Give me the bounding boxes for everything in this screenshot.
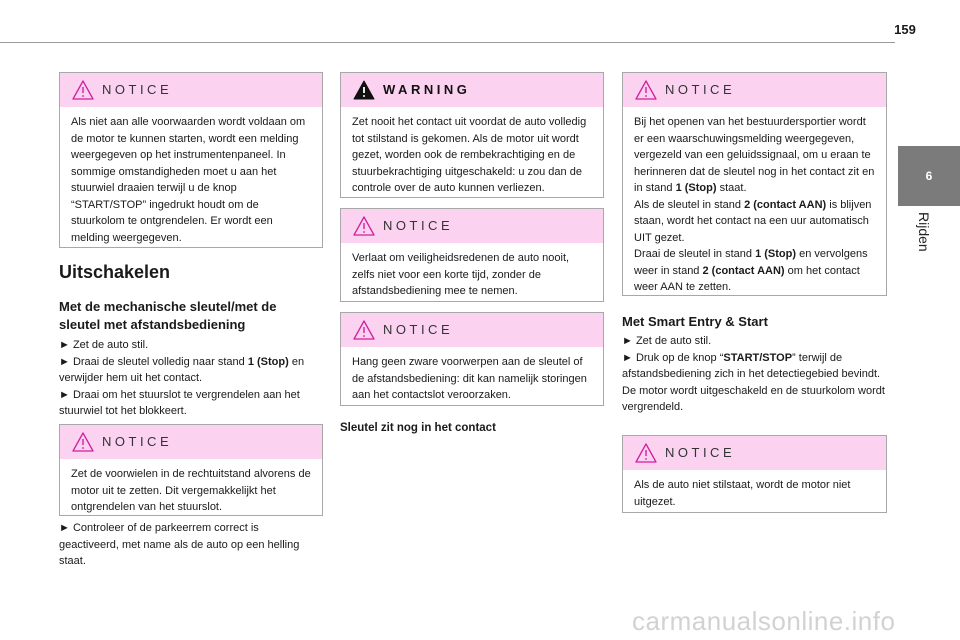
step-2-text: ► Draai de sleutel volledig naar stand: [59, 355, 248, 368]
step-2-text-end: en verwijder hem uit het contact.: [59, 355, 305, 384]
notice-header: [60, 73, 322, 107]
section-heading: Uitschakelen: [59, 262, 171, 282]
notice-text: Als niet aan alle voorwaarden wordt voldaan om de motor te kunnen starten, wordt een melding weergegeven op het instrumentenpaneel. In sommige omstandigheden moet u aan het stuurwiel draaien terwijl u de knop “START/STOP” ingedrukt houdt om de stuurkolom te ontgrendelen. Er wordt een melding weergegeven.: [71, 116, 306, 244]
smart-entry-steps: [622, 333, 885, 416]
watermark: carmanualsonline.info: [632, 606, 896, 636]
notice-header: [60, 425, 322, 459]
notice-title: NOTICE: [665, 445, 736, 460]
smart-step-3: De motor wordt uitgeschakeld en de stuurkolom wordt vergrendeld.: [622, 384, 885, 413]
notice-para-2: [634, 197, 875, 247]
notice-para-3-text: Draai de sleutel in stand: [634, 248, 756, 260]
key-in-ignition-heading: Sleutel zit nog in het contact: [340, 422, 496, 434]
notice-icon: [635, 80, 657, 100]
notice-para-3: [634, 246, 875, 296]
notice-title: NOTICE: [665, 82, 736, 97]
notice-box-key-reminder: [622, 72, 887, 296]
notice-icon: [72, 80, 94, 100]
notice-para-1-text: Bij het openen van het bestuurdersportier wordt er een waarschuwingsmelding weergegeven, vergezeld van een geluidssignaal, om u eraan te herinneren dat de sleutel nog in het contact zit en in stand: [634, 116, 875, 194]
notice-para-2-end: is blijven staan, wordt het contact na een uur automatisch UIT gezet.: [634, 198, 872, 244]
notice-box-heavy-objects: [340, 312, 604, 406]
notice-box-conditions: [59, 72, 323, 248]
chapter-tab[interactable]: 6: [898, 146, 960, 206]
step-2-bold: 1 (Stop): [247, 355, 289, 368]
notice-text: Hang geen zware voorwerpen aan de sleutel of de afstandsbediening: dit kan namelijk storingen aan het contactslot veroorzaken.: [352, 356, 587, 401]
notice-box-not-stationary: [622, 435, 887, 513]
smart-step-1: ► Zet de auto stil.: [622, 335, 712, 347]
notice-title: NOTICE: [102, 82, 173, 97]
step-2: [59, 354, 321, 387]
notice-para-3-bold-2: 2 (contact AAN): [702, 264, 785, 277]
notice-header: [341, 313, 603, 347]
notice-header: [341, 209, 603, 243]
chapter-label: [898, 212, 960, 272]
notice-para-1-bold: 1 (Stop): [675, 182, 717, 194]
warning-header: [341, 73, 603, 107]
notice-text: Als de auto niet stilstaat, wordt de motor niet uitgezet.: [634, 479, 851, 508]
subsection-heading: Met de mechanische sleutel/met de sleutel met afstandsbediening: [59, 299, 277, 332]
notice-header: [623, 436, 886, 470]
notice-title: NOTICE: [102, 434, 173, 449]
notice-text: [623, 107, 886, 305]
header-divider: [0, 42, 895, 43]
notice-text: Verlaat om veiligheidsredenen de auto nooit, zelfs niet voor een korte tijd, zonder de afstandsbediening mee te nemen.: [352, 252, 570, 297]
step-1: ► Zet de auto stil.: [59, 339, 149, 351]
warning-title: WARNING: [383, 82, 471, 97]
notice-icon: [635, 443, 657, 463]
notice-para-3-end: om het contact weer AAN te zetten.: [634, 264, 860, 293]
step-3: ► Draai om het stuurslot te vergrendelen aan het stuurwiel tot het blokkeert.: [59, 388, 300, 417]
notice-para-2-bold: 2 (contact AAN): [744, 198, 827, 211]
warning-box-ignition: [340, 72, 604, 198]
notice-title: NOTICE: [383, 322, 454, 337]
notice-box-wheels: [59, 424, 323, 516]
warning-text: Zet nooit het contact uit voordat de auto volledig tot stilstand is gekomen. Als de motor uit wordt gezet, worden ook de rembekrachtiging en de stuurbekrachtiging uitgeschakeld: u zou dan de controle over de auto kunnen verliezen.: [352, 116, 587, 194]
notice-para-1: [634, 114, 875, 197]
warning-icon: [353, 80, 375, 100]
notice-icon: [353, 216, 375, 236]
notice-text: Zet de voorwielen in de rechtuitstand alvorens de motor uit te zetten. Dit vergemakkelijkt het ontgrendelen van het stuurslot.: [71, 468, 311, 513]
notice-para-3-mid: en vervolgens weer in stand: [634, 248, 868, 277]
notice-para-3-bold: 1 (Stop): [755, 248, 797, 260]
smart-step-2-end: ” terwijl de afstandsbediening zich in het detectiegebied bevindt.: [622, 351, 881, 380]
notice-header: [623, 73, 886, 107]
smart-entry-heading: Met Smart Entry & Start: [622, 314, 768, 329]
page-number: 159: [894, 22, 916, 37]
steps-list: [59, 337, 321, 420]
notice-icon: [72, 432, 94, 452]
parking-brake-step: ► Controleer of de parkeerrem correct is geactiveerd, met name als de auto op een helling staat.: [59, 522, 300, 567]
smart-step-2: [622, 350, 885, 383]
notice-icon: [353, 320, 375, 340]
notice-box-remote: [340, 208, 604, 302]
smart-step-2-text: ► Druk op de knop “: [622, 351, 724, 364]
notice-para-2-text: Als de sleutel in stand: [634, 198, 745, 211]
smart-step-2-bold: START/STOP: [723, 351, 793, 364]
chapter-label-text: Rijden: [916, 212, 932, 252]
notice-title: NOTICE: [383, 218, 454, 233]
notice-para-1-end: staat.: [716, 182, 747, 194]
